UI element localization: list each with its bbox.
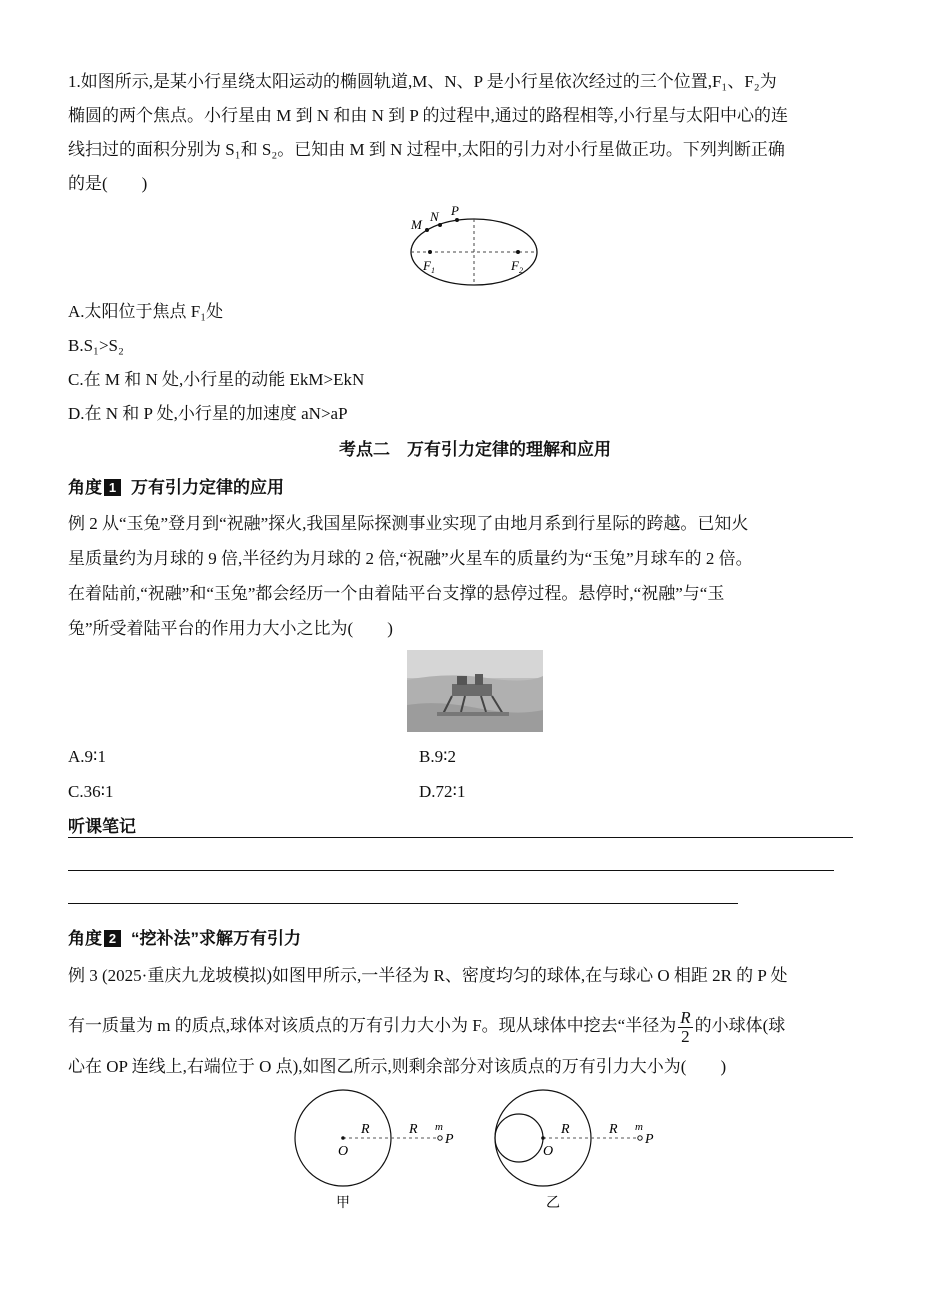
label-o: O xyxy=(543,1144,554,1159)
label-r1: R xyxy=(361,1122,370,1137)
center-o-dot xyxy=(341,1136,345,1140)
fraction-denominator: 2 xyxy=(681,1026,690,1046)
q1-line4: 的是( ) xyxy=(68,174,148,193)
focus-f2-dot xyxy=(516,250,520,254)
angle2-title: “挖补法”求解万有引力 xyxy=(131,929,301,948)
angle2-heading xyxy=(68,927,301,951)
ex2-option-a: A.9∶1 xyxy=(68,747,106,766)
q1-option-d: D.在 N 和 P 处,小行星的加速度 aN>aP xyxy=(68,404,348,423)
section-title: 考点二 万有引力定律的理解和应用 xyxy=(339,440,611,459)
point-m-dot xyxy=(425,228,429,232)
ex2-option-b: B.9∶2 xyxy=(419,747,457,766)
label-n: N xyxy=(430,209,439,224)
q1-line2: 椭圆的两个焦点。小行星由 M 到 N 和由 N 到 P 的过程中,通过的路程相等,小行星与太阳中心的连 xyxy=(68,106,788,125)
label-p-point: P xyxy=(445,1132,454,1147)
label-f2: $F_2$ xyxy=(511,258,523,275)
ex2-line1: 例 2 从“玉兔”登月到“祝融”探火,我国星际探测事业实现了由地月系到行星际的跨越。已知火 xyxy=(68,514,749,533)
ex2-option-c: C.36∶1 xyxy=(68,782,114,801)
ex2-option-d: D.72∶1 xyxy=(419,782,466,801)
angle1-badge: 1 xyxy=(104,479,121,496)
angle1-prefix: 角度 xyxy=(68,478,102,497)
ex3-line2b: 的小球体(球 xyxy=(694,1016,786,1035)
label-r2: R xyxy=(609,1122,618,1137)
label-o: O xyxy=(338,1144,349,1159)
point-p-dot xyxy=(455,218,459,222)
label-r2: R xyxy=(409,1122,418,1137)
ellipse-orbit-figure xyxy=(400,200,550,300)
angle2-prefix: 角度 xyxy=(68,929,102,948)
figure-label-yi: 乙 xyxy=(546,1196,560,1211)
center-o-dot xyxy=(541,1136,545,1140)
focus-f1-dot xyxy=(428,250,432,254)
ex3-line3: 心在 OP 连线上,右端位于 O 点),如图乙所示,则剩余部分对该质点的万有引力大小为( ) xyxy=(68,1057,727,1076)
ex3-line1: 例 3 (2025·重庆九龙坡模拟)如图甲所示,一半径为 R、密度均匀的球体,在与球心 O 相距 2R 的 P 处 xyxy=(68,966,788,985)
angle1-heading xyxy=(68,476,284,500)
q1-line1: 1.如图所示,是某小行星绕太阳运动的椭圆轨道,M、N、P 是小行星依次经过的三个位置,F₁、F₂为 xyxy=(68,72,777,91)
label-p: P xyxy=(451,203,459,218)
angle2-badge: 2 xyxy=(104,930,121,947)
label-r1: R xyxy=(561,1122,570,1137)
sphere-figure-b xyxy=(490,1088,665,1218)
q1-line3: 线扫过的面积分别为 S₁和 S₂。已知由 M 到 N 过程中,太阳的引力对小行星做正功。下列判断正确 xyxy=(68,140,785,159)
mars-lander-photo xyxy=(407,650,543,732)
notes-line-3 xyxy=(68,903,738,904)
figure-label-jia: 甲 xyxy=(336,1196,350,1211)
notes-line-2 xyxy=(68,870,834,871)
q1-option-c: C.在 M 和 N 处,小行星的动能 EkM>EkN xyxy=(68,370,365,389)
ex2-line2: 星质量约为月球的 9 倍,半径约为月球的 2 倍,“祝融”火星车的质量约为“玉兔”月球车的 2 倍。 xyxy=(68,549,753,568)
sphere-figure-a xyxy=(290,1088,465,1218)
point-p-mass xyxy=(638,1136,642,1140)
hollow-small-sphere xyxy=(495,1114,543,1162)
angle1-title: 万有引力定律的应用 xyxy=(131,478,284,497)
point-p-mass xyxy=(438,1136,442,1140)
label-p-point: P xyxy=(645,1132,654,1147)
label-m-mass: m xyxy=(435,1121,443,1133)
notes-line-1 xyxy=(68,837,853,838)
label-m-mass: m xyxy=(635,1121,643,1133)
ex3-line2a: 有一质量为 m 的质点,球体对该质点的万有引力大小为 F。现从球体中挖去“半径为 xyxy=(68,1016,677,1035)
q1-option-b: B.S₁>S₂ xyxy=(68,336,124,355)
ex2-line4: 兔”所受着陆平台的作用力大小之比为( ) xyxy=(68,619,393,638)
ex3-line2 xyxy=(68,1004,785,1048)
fraction-r-over-2 xyxy=(678,1009,692,1046)
notes-label: 听课笔记 xyxy=(68,817,136,836)
q1-option-a: A.太阳位于焦点 F₁处 xyxy=(68,302,224,321)
label-m: M xyxy=(411,217,422,232)
ex2-line3: 在着陆前,“祝融”和“玉兔”都会经历一个由着陆平台支撑的悬停过程。悬停时,“祝融”与“玉 xyxy=(68,584,725,603)
fraction-numerator: R xyxy=(680,1007,691,1027)
label-f1: $F_1$ xyxy=(423,258,435,275)
